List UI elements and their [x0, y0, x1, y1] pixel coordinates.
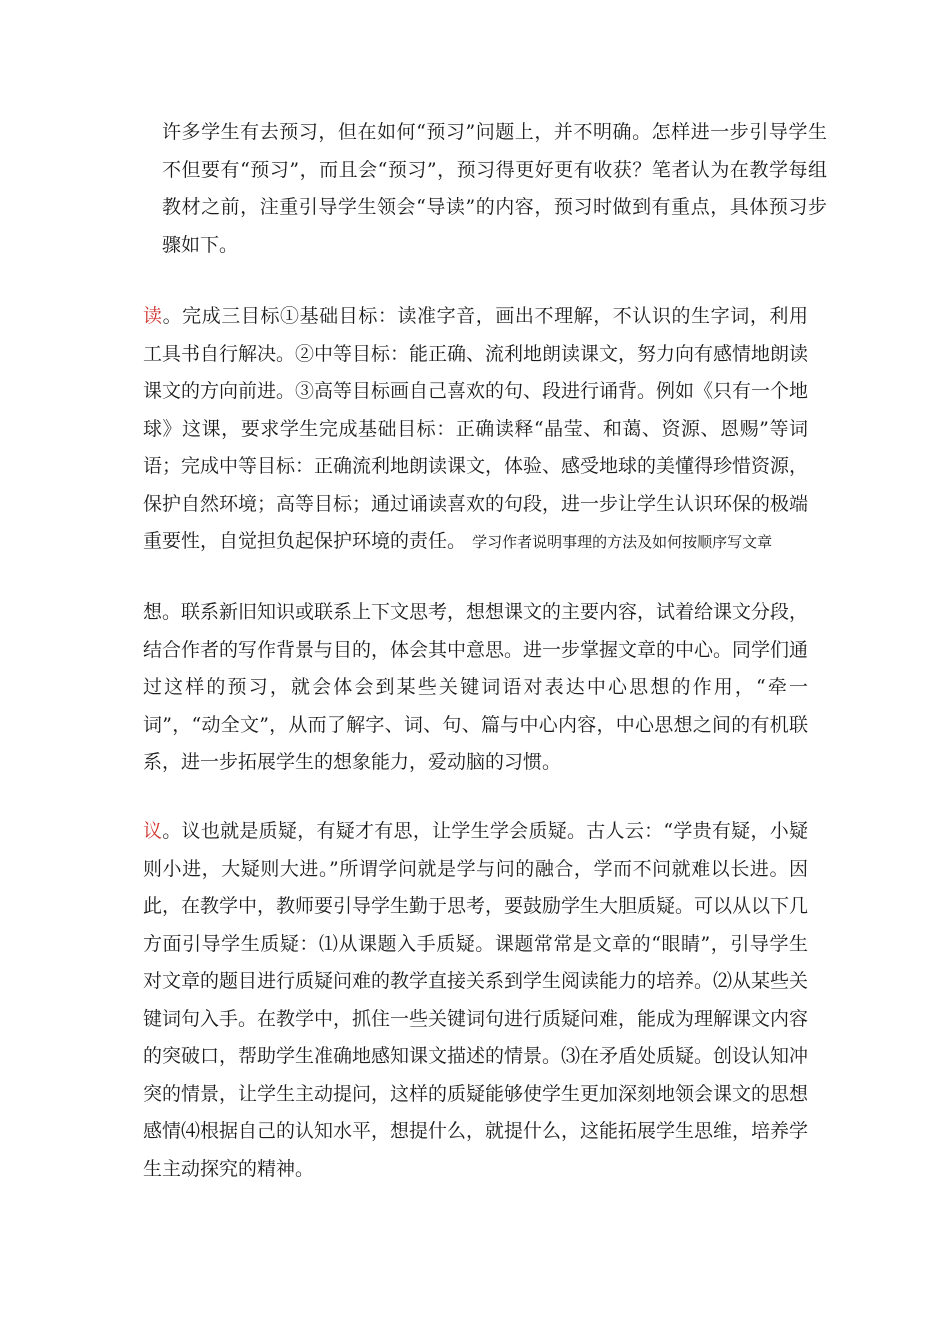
paragraph-intro — [143, 114, 827, 264]
discuss-lead-word: 议 — [143, 820, 163, 842]
paragraph-discuss — [143, 813, 808, 1188]
think-text: 想。联系新旧知识或联系上下文思考，想想课文的主要内容，试着给课文分段，结合作者的写作背景与目的，体会其中意思。进一步掌握文章的中心。同学们通过这样的预习，就会体会到某些关键词语对表达中心思想的作用，“牵一词”，“动全文”，从而了解字、词、句、篇与中心内容，中心思想之间的有机联系，进一步拓展学生的想象能力，爱动脑的习惯。 — [143, 601, 809, 773]
discuss-text: 。议也就是质疑，有疑才有思，让学生学会质疑。古人云：“学贵有疑，小疑则小进，大疑则大进。”所谓学问就是学与问的融合，学而不问就难以长进。因此，在教学中，教师要引导学生勤于思考，要鼓励学生大胆质疑。可以从以下几方面引导学生质疑：⑴从课题入手质疑。课题常常是文章的“眼睛”，引导学生对文章的题目进行质疑问难的教学直接关系到学生阅读能力的培养。⑵从某些关键词句入手。在教学中，抓住一些关键词句进行质疑问难，能成为理解课文内容的突破口，帮助学生准确地感知课文描述的情景。⑶在矛盾处质疑。创设认知冲突的情景，让学生主动提问，这样的质疑能够使学生更加深刻地领会课文的思想感情⑷根据自己的认知水平，想提什么，就提什么，这能拓展学生思维，培养学生主动探究的精神。 — [143, 820, 809, 1180]
paragraph-think — [143, 594, 808, 782]
paragraph-read — [143, 298, 808, 562]
read-text: 。完成三目标①基础目标：读准字音，画出不理解，不认识的生字词，利用工具书自行解决。②中等目标：能正确、流利地朗读课文，努力向有感情地朗读课文的方向前进。③高等目标画自己喜欢的句、段进行诵背。例如《只有一个地球》这课，要求学生完成基础目标：正确读释“晶莹、和蔼、资源、恩赐”等词语；完成中等目标：正确流利地朗读课文，体验、感受地球的美懂得珍惜资源，保护自然环境；高等目标；通过诵读喜欢的句段，进一步让学生认识环保的极端重要性，自觉担负起保护环境的责任。 — [143, 305, 809, 552]
intro-text: 许多学生有去预习，但在如何“预习”问题上，并不明确。怎样进一步引导学生不但要有“预习”，而且会“预习”，预习得更好更有收获？笔者认为在教学每组教材之前，注重引导学生领会“导读”的内容，预习时做到有重点，具体预习步骤如下。 — [162, 121, 827, 256]
read-tail: 学习作者说明事理的方法及如何按顺序写文章 — [472, 533, 773, 551]
read-lead-word: 读 — [143, 305, 163, 327]
